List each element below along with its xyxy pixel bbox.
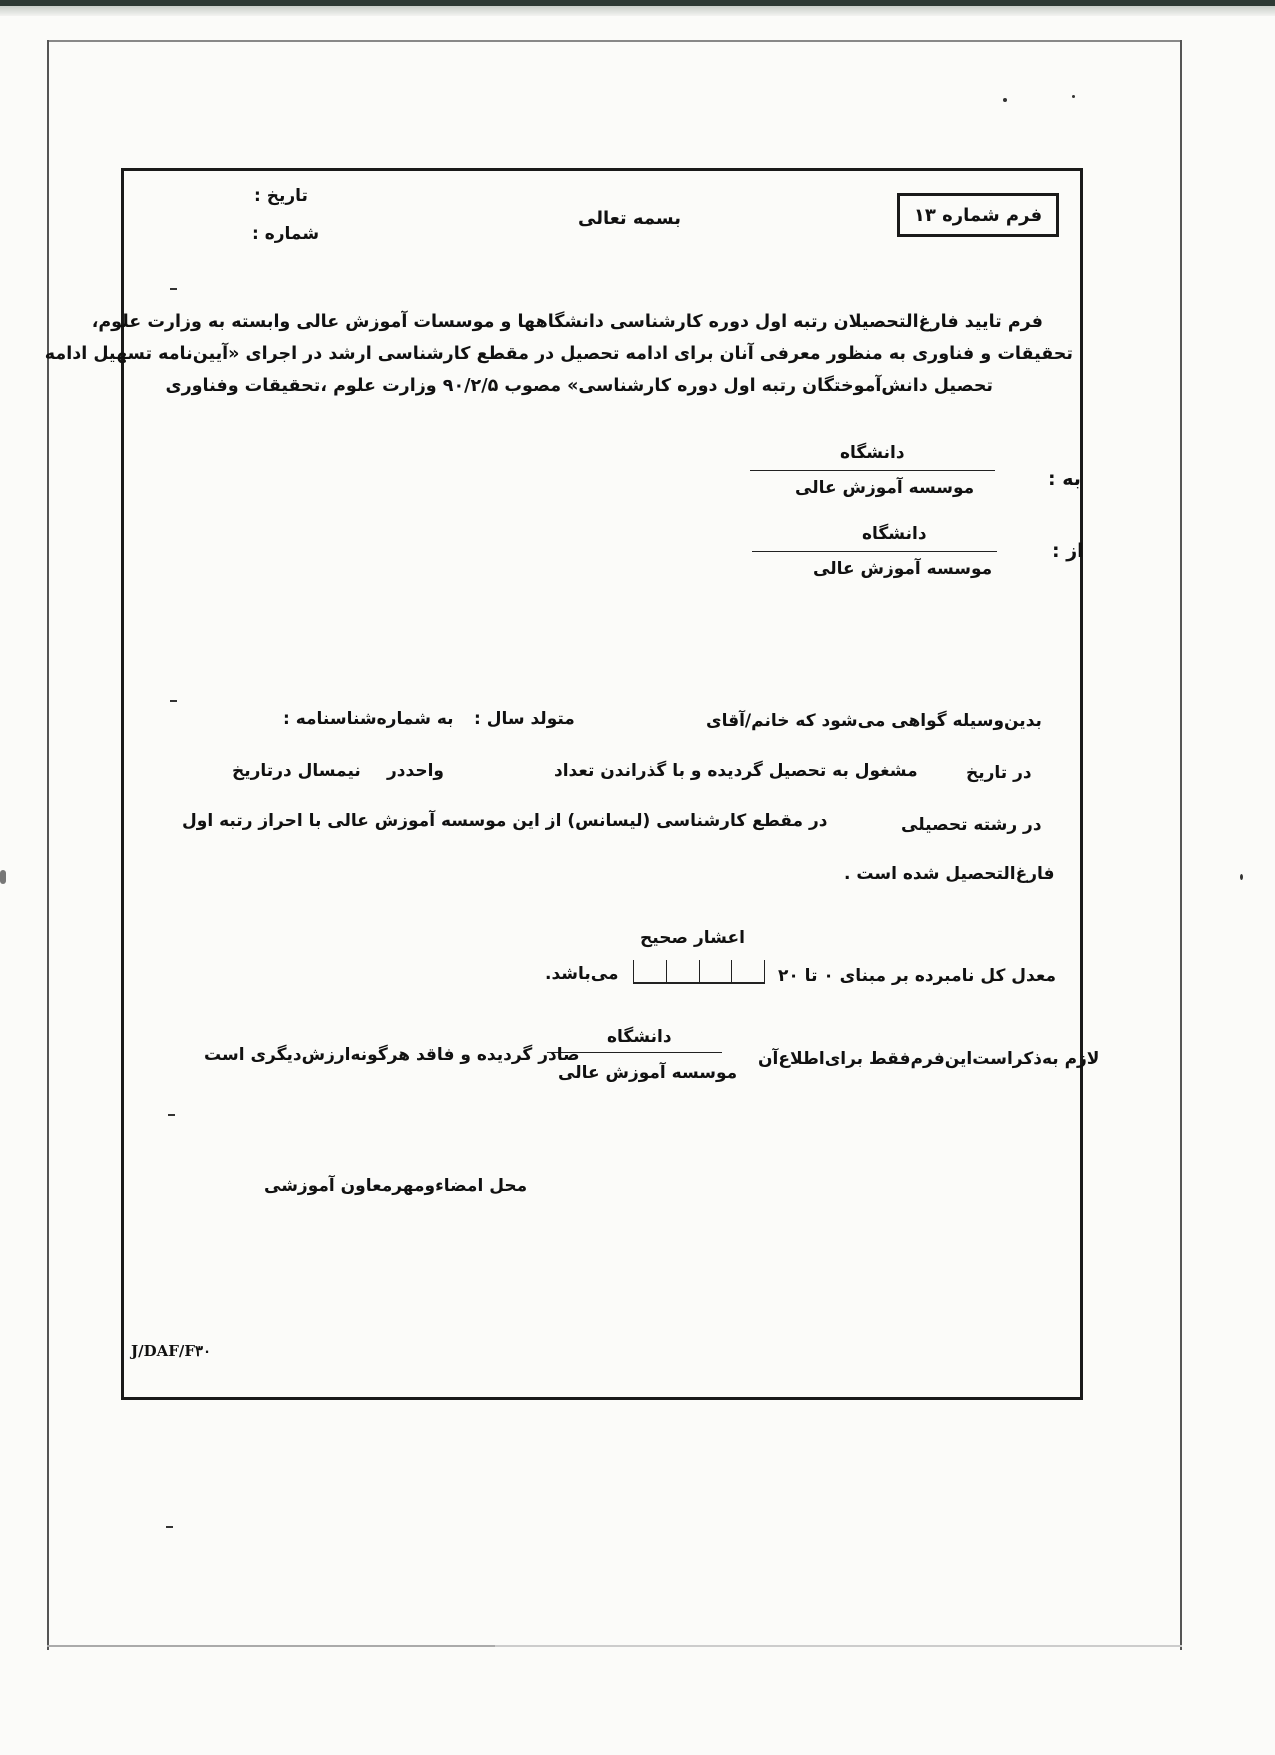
- page-edge-top: [47, 40, 1182, 42]
- scan-edge-shadow: [0, 6, 1275, 16]
- intro-line: تحصیل دانش‌آموختگان رتبه اول دوره کارشناسی» مصوب ۹۰/۲/۵ وزارت علوم ،تحقیقات وفناوری: [165, 376, 993, 396]
- grade-box-divider: [633, 960, 634, 984]
- field-label: در رشته تحصیلی: [901, 815, 1042, 835]
- notice-institute: موسسه آموزش عالی: [558, 1063, 738, 1083]
- semester-date-label: نیمسال درتاریخ: [232, 761, 361, 781]
- form-number-box: فرم شماره ۱۳: [897, 193, 1059, 237]
- grade-box-divider: [731, 960, 732, 984]
- basmala: بسمه تعالی: [578, 208, 681, 229]
- date-label: تاریخ :: [254, 186, 308, 206]
- id-number-label: به شماره‌شناسنامه :: [283, 709, 454, 729]
- gpa-text: معدل کل نامبرده بر مبنای ۰ تا ۲۰: [778, 966, 1057, 986]
- grade-box-divider: [666, 960, 667, 984]
- page-edge-right: [1180, 40, 1182, 1650]
- number-label: شماره :: [252, 224, 320, 244]
- signature-place: محل امضاءومهرمعاون آموزشی: [264, 1176, 528, 1196]
- page-edge-left: [47, 40, 49, 1650]
- intro-line: فرم تایید فارغ‌التحصیلان رتبه اول دوره کارشناسی دانشگاهها و موسسات آموزش عالی وابسته به وزارت علوم،: [91, 312, 1043, 332]
- from-university: دانشگاه: [862, 524, 927, 544]
- notice-suffix: صادر گردیده و فاقد هرگونه‌ارزش‌دیگری است: [204, 1045, 580, 1065]
- scan-speck: [1072, 95, 1075, 98]
- scan-speck: [1240, 874, 1243, 880]
- to-university: دانشگاه: [840, 443, 905, 463]
- certify-text: بدین‌وسیله گواهی می‌شود که خانم/آقای: [706, 711, 1042, 731]
- page-edge-bottom-faint: [495, 1645, 1182, 1647]
- to-divider: [750, 470, 995, 471]
- grade-box-divider: [764, 960, 765, 984]
- form-code: J/DAF/F۳۰: [131, 1342, 212, 1360]
- graduated-text: فارغ‌التحصیل شده است .: [844, 864, 1055, 884]
- intro-paragraph: [44, 306, 1073, 402]
- born-label: متولد سال :: [474, 709, 575, 729]
- bachelor-text: در مقطع کارشناسی (لیسانس) از این موسسه آموزش عالی با احراز رتبه اول: [182, 811, 828, 831]
- decimal-label: اعشار: [694, 928, 745, 948]
- from-label: از :: [1052, 540, 1084, 562]
- to-institute: موسسه آموزش عالی: [795, 478, 975, 498]
- grade-box-divider: [699, 960, 700, 984]
- units-in-label: واحددر: [387, 761, 444, 781]
- notice-university: دانشگاه: [607, 1027, 672, 1047]
- enrolled-text: مشغول به تحصیل گردیده و با گذراندن تعداد: [554, 761, 918, 781]
- in-date-label: در تاریخ: [966, 763, 1032, 783]
- from-divider: [752, 551, 997, 552]
- scan-speck: [0, 870, 6, 884]
- scan-speck: [1003, 98, 1007, 102]
- intro-line: تحقیقات و فناوری به منظور معرفی آنان برای ادامه تحصیل در مقطع کارشناسی ارشد در اجرای «آیین‌نامه تسهیل ادامه: [44, 344, 1073, 364]
- page-edge-bottom: [47, 1645, 497, 1647]
- to-label: به :: [1048, 468, 1081, 490]
- notice-prefix: لازم به‌ذکراست‌این‌فرم‌فقط برای‌اطلاع‌آن: [758, 1049, 1100, 1069]
- from-institute: موسسه آموزش عالی: [813, 559, 993, 579]
- is-text: می‌باشد.: [545, 964, 619, 984]
- integer-label: صحیح: [640, 928, 688, 948]
- margin-mark: [166, 1526, 173, 1528]
